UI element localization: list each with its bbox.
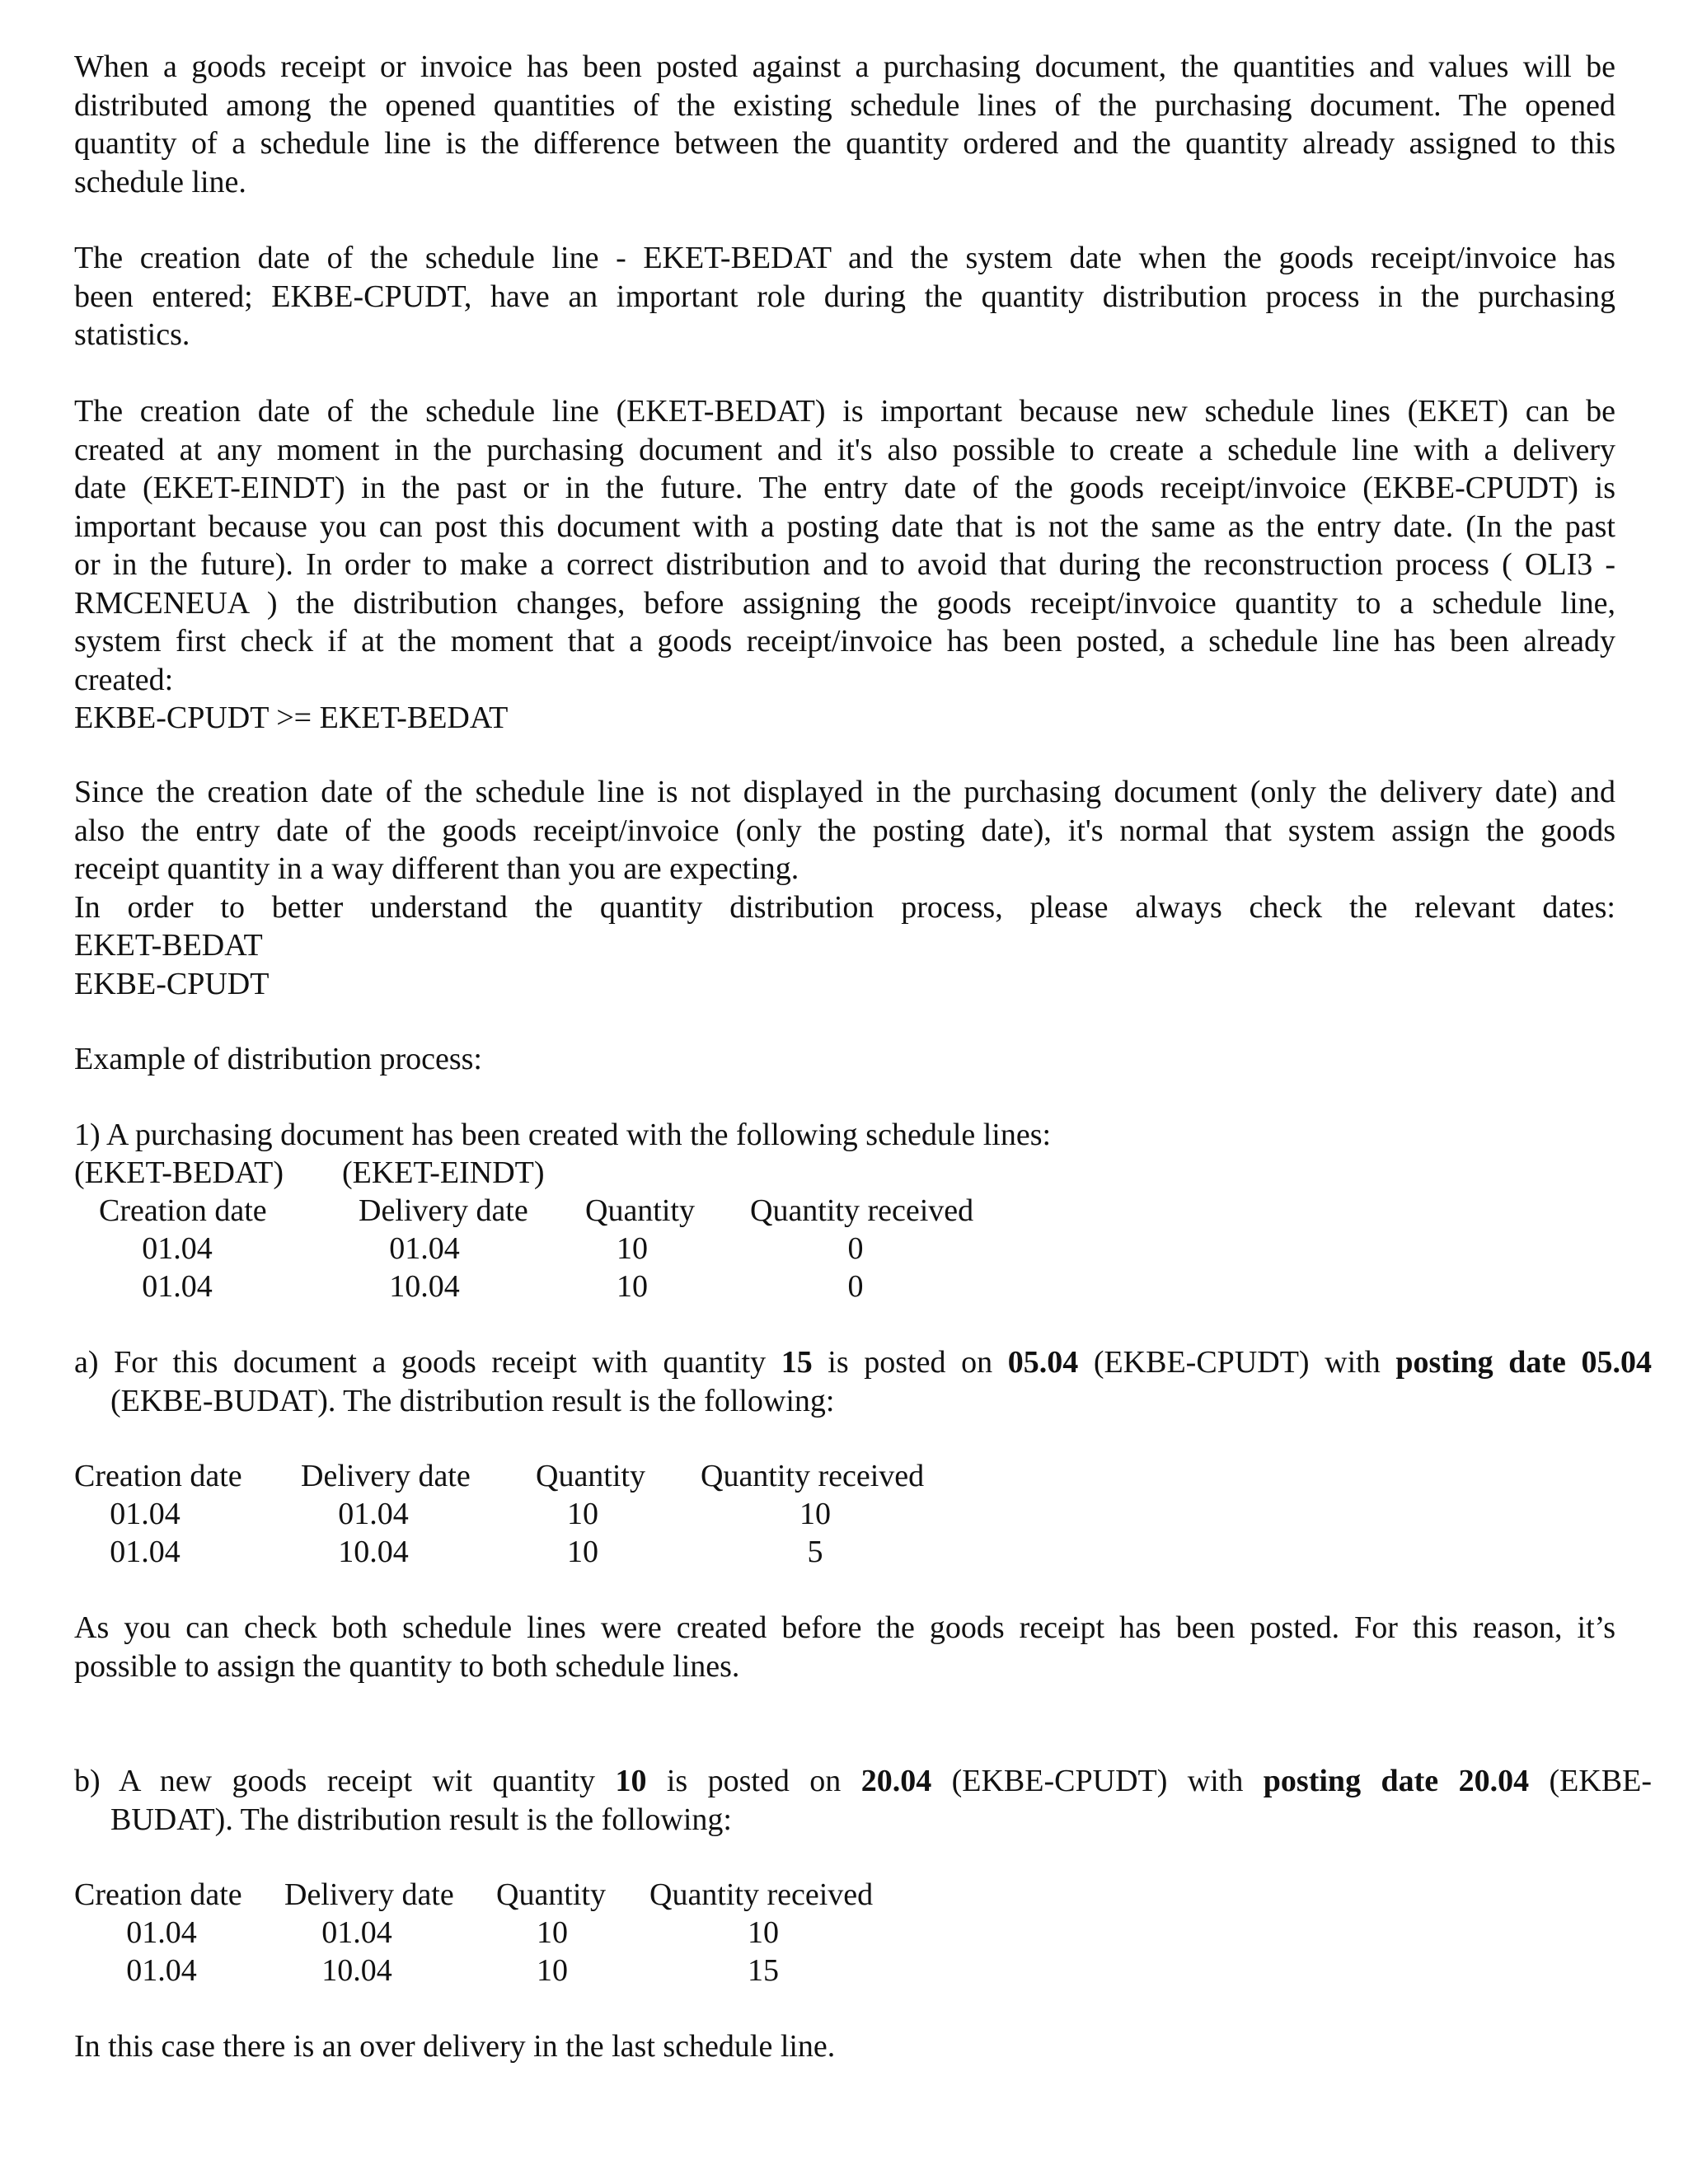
text: b) A new goods receipt wit quantity [74,1764,616,1798]
text-line: also the entry date of the goods receipt/invoice (only the posting date), it's normal that system assign the goods [74,813,1615,848]
bold-date: 05.04 [1007,1345,1079,1380]
example-heading-text: Example of distribution process: [74,1042,482,1076]
text-line: When a goods receipt or invoice has been posted against a purchasing document, the quantities and values will be [74,49,1615,84]
cell-quantity-received: 10 [799,1497,831,1531]
text-line: statistics. [74,317,190,352]
text-line: created at any moment in the purchasing document and it's also possible to create a schedule line with a delivery [74,432,1615,467]
bold-date: 20.04 [860,1764,932,1798]
text-line: The creation date of the schedule line (EKET-BEDAT) is important because new schedule lines (EKET) can be [74,394,1615,429]
text-line: or in the future). In order to make a correct distribution and to avoid that during the reconstruction process ( OLI3 - [74,547,1615,582]
cell-creation-date: 01.04 [110,1535,181,1569]
example-heading [74,1040,1615,1079]
cell-quantity-received: 5 [807,1535,823,1569]
text: (EKBE-CPUDT) with [1078,1345,1396,1380]
text-line: possible to assign the quantity to both schedule lines. [74,1648,740,1684]
header-delivery-date: Delivery date [301,1459,471,1493]
header-quantity: Quantity [536,1459,645,1493]
header-creation-date: Creation date [74,1877,242,1912]
step-a [74,1343,1652,1420]
header-creation-date: Creation date [74,1459,242,1493]
cell-quantity: 10 [537,1915,568,1950]
cell-delivery-date: 01.04 [389,1231,460,1266]
cell-creation-date: 01.04 [126,1953,197,1988]
text-line: distributed among the opened quantities of the existing schedule lines of the purchasing document. The opened [74,87,1615,123]
header-quantity: Quantity [585,1193,695,1228]
header-quantity-received: Quantity received [701,1459,925,1493]
cell-quantity-received: 0 [847,1269,864,1304]
conclusion-text: In this case there is an over delivery in the last schedule line. [74,2029,836,2064]
text-line: Since the creation date of the schedule line is not displayed in the purchasing document (only the delivery date) and [74,775,1615,809]
text-line: RMCENEUA ) the distribution changes, before assigning the goods receipt/invoice quantity to a schedule line, [74,585,1615,621]
step-b [74,1762,1652,1839]
creation-date-paragraph [74,392,1615,738]
cell-quantity: 10 [567,1497,598,1531]
dates-paragraph [74,239,1615,354]
cell-quantity: 10 [537,1953,568,1988]
step-a-line-2: (EKBE-BUDAT). The distribution result is the following: [110,1383,835,1418]
bold-quantity: 10 [615,1764,647,1798]
cell-delivery-date: 10.04 [338,1535,409,1569]
display-paragraph [74,773,1615,1003]
text-line: been entered; EKBE-CPUDT, have an important role during the quantity distribution process in the purchasing [74,279,1615,314]
header-quantity: Quantity [496,1877,606,1912]
cell-creation-date: 01.04 [142,1269,213,1304]
field-name-eindt: (EKET-EINDT) [342,1155,545,1190]
cell-delivery-date: 01.04 [338,1497,409,1531]
step-a-line-1 [74,1343,1652,1382]
text-line: schedule line. [74,164,246,199]
step-b-line-2: BUDAT). The distribution result is the following: [110,1802,732,1837]
text-line: The creation date of the schedule line - EKET-BEDAT and the system date when the goods receipt/invoice has [74,241,1615,275]
cell-quantity: 10 [617,1269,648,1304]
header-quantity-received: Quantity received [750,1193,974,1228]
header-quantity-received: Quantity received [649,1877,874,1912]
text-line: receipt quantity in a way different than you are expecting. [74,851,799,886]
bold-posting-date: posting date 20.04 [1263,1764,1530,1798]
bold-posting-date: posting date 05.04 [1395,1345,1653,1380]
field-name-bedat: (EKET-BEDAT) [74,1155,284,1190]
text-line: created: [74,662,174,697]
intro-paragraph [74,48,1615,201]
header-creation-date: Creation date [99,1193,267,1228]
field-line: EKBE-CPUDT [74,966,270,1001]
cell-quantity: 10 [617,1231,648,1266]
step-1 [74,1116,1615,1155]
bold-quantity: 15 [781,1345,813,1380]
step-b-line-1 [74,1762,1652,1801]
text: (EKBE- [1529,1764,1653,1798]
formula-line: EKBE-CPUDT >= EKET-BEDAT [74,701,509,735]
cell-delivery-date: 10.04 [321,1953,392,1988]
text: is posted on [812,1345,1008,1380]
cell-quantity-received: 15 [748,1953,779,1988]
text: (EKBE-CPUDT) with [931,1764,1264,1798]
header-delivery-date: Delivery date [359,1193,528,1228]
cell-creation-date: 01.04 [126,1915,197,1950]
cell-delivery-date: 01.04 [321,1915,392,1950]
text-line: date (EKET-EINDT) in the past or in the future. The entry date of the goods receipt/invoice (EKBE-CPUDT) is [74,471,1615,505]
cell-creation-date: 01.04 [142,1231,213,1266]
text-line: system first check if at the moment that a goods receipt/invoice has been posted, a schedule line has been already [74,624,1615,658]
text-line: As you can check both schedule lines were created before the goods receipt has been posted. For this reason, it’s [74,1610,1615,1645]
header-delivery-date: Delivery date [284,1877,454,1912]
text-line: quantity of a schedule line is the difference between the quantity ordered and the quantity already assigned to this [74,126,1615,161]
cell-delivery-date: 10.04 [389,1269,460,1304]
text-line: In order to better understand the quantity distribution process, please always check the relevant dates: [74,889,1615,925]
step-1-text: 1) A purchasing document has been created with the following schedule lines: [74,1118,1052,1152]
text-line: important because you can post this document with a posting date that is not the same as the entry date. (In the past [74,509,1615,544]
explanation-paragraph [74,1609,1615,1685]
text: a) For this document a goods receipt with quantity [74,1345,781,1380]
cell-quantity-received: 0 [847,1231,864,1266]
field-line: EKET-BEDAT [74,928,263,963]
cell-quantity: 10 [567,1535,598,1569]
cell-creation-date: 01.04 [110,1497,181,1531]
conclusion-paragraph [74,2027,1615,2066]
text: is posted on [646,1764,861,1798]
cell-quantity-received: 10 [748,1915,779,1950]
